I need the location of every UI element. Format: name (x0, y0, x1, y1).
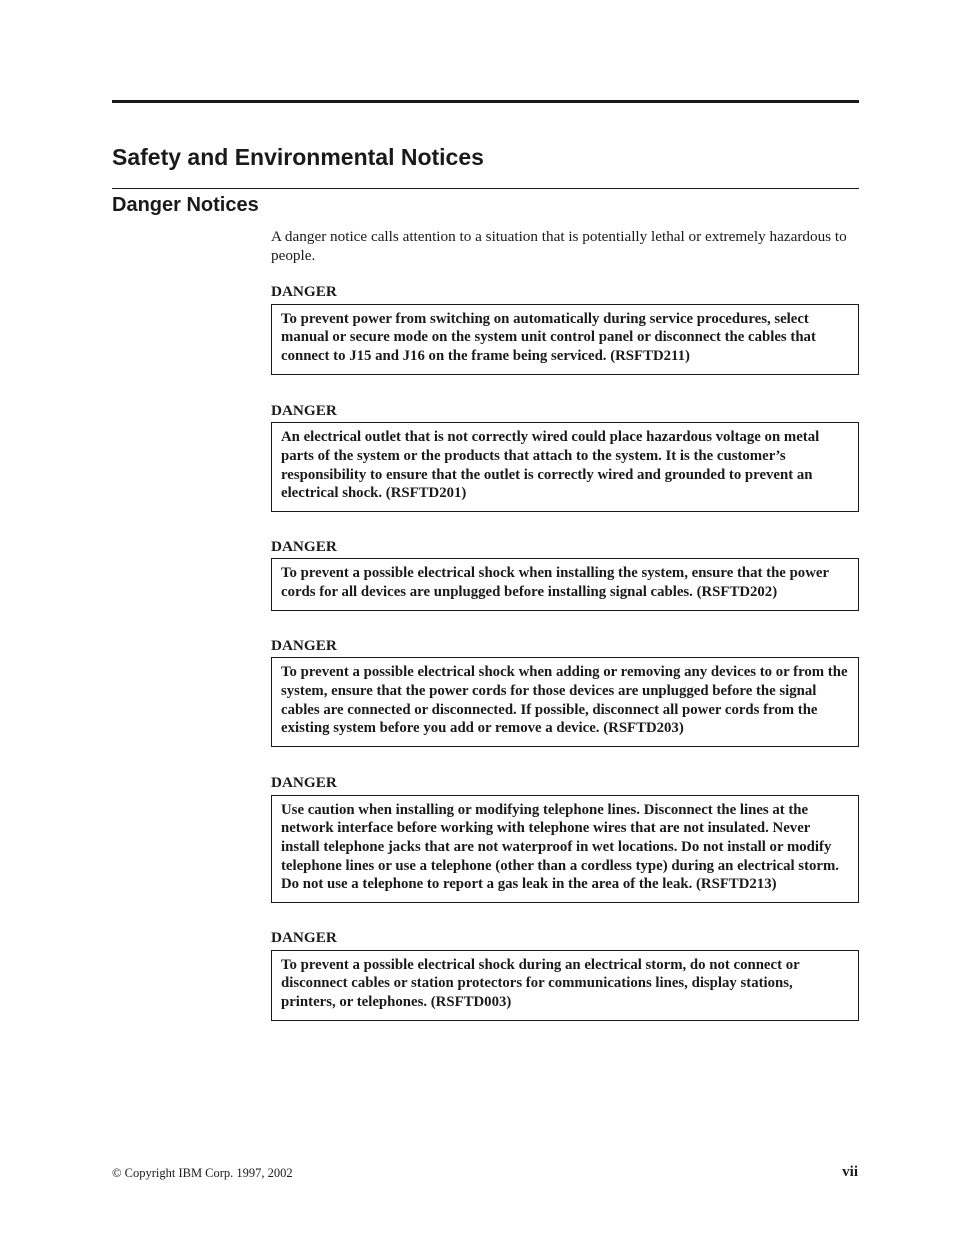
notice-box (271, 558, 859, 610)
danger-notice (271, 929, 859, 1021)
danger-notice (271, 283, 859, 375)
notice-box (271, 422, 859, 512)
notice-text: To prevent power from switching on automatically during service procedures, select manual or secure mode on the system unit control panel or disconnect the cables that connect to J15 and J16 on the frame being serviced. (RSFTD211) (281, 310, 816, 364)
danger-notice (271, 637, 859, 747)
notice-text: Use caution when installing or modifying telephone lines. Disconnect the lines at the network interface before working with telephone wires that are not insulated. Never install telephone jacks that are not waterproof in wet locations. Do not install or modify telephone lines or use a telephone (other than a cordless type) during an electrical storm. Do not use a telephone to report a gas leak in the area of the leak. (RSFTD213) (281, 801, 839, 893)
intro-paragraph: A danger notice calls attention to a situation that is potentially lethal or extremely hazardous to people. (271, 228, 847, 264)
danger-notice (271, 538, 859, 611)
section-title: Danger Notices (112, 194, 259, 216)
danger-label: DANGER (271, 929, 337, 947)
page-title: Safety and Environmental Notices (112, 144, 484, 170)
footer-copyright: © Copyright IBM Corp. 1997, 2002 (112, 1166, 293, 1180)
top-rule (112, 100, 859, 103)
danger-label: DANGER (271, 636, 337, 654)
notice-text: To prevent a possible electrical shock when adding or removing any devices to or from the system, ensure that the power cords for those devices are unplugged before the signal cables are connected or disconnected. If possible, disconnect all power cords from the existing system before you add or remove a device. (RSFTD203) (281, 664, 848, 737)
notice-text: To prevent a possible electrical shock during an electrical storm, do not connect or disconnect cables or station protectors for communications lines, display stations, printers, or telephones. (RSFTD003) (281, 956, 800, 1011)
danger-label: DANGER (271, 283, 337, 300)
title-rule (112, 188, 859, 189)
danger-label: DANGER (271, 401, 337, 419)
danger-label: DANGER (271, 774, 337, 792)
danger-label: DANGER (271, 537, 337, 555)
notice-box (271, 950, 859, 1021)
notice-text: To prevent a possible electrical shock when installing the system, ensure that the power cords for all devices are unplugged before installing signal cables. (RSFTD202) (281, 565, 829, 601)
notice-box (271, 795, 859, 904)
danger-notice (271, 774, 859, 903)
danger-notice (271, 402, 859, 512)
notice-box (271, 304, 859, 375)
notice-box (271, 657, 859, 747)
page-number: vii (842, 1164, 858, 1180)
danger-notice-list (271, 283, 859, 1021)
notice-text: An electrical outlet that is not correctly wired could place hazardous voltage on metal parts of the system or the products that attach to the system. It is the customer’s responsibility to ensure that the outlet is correctly wired and grounded to prevent an electrical shock. (RSFTD201) (281, 429, 820, 502)
